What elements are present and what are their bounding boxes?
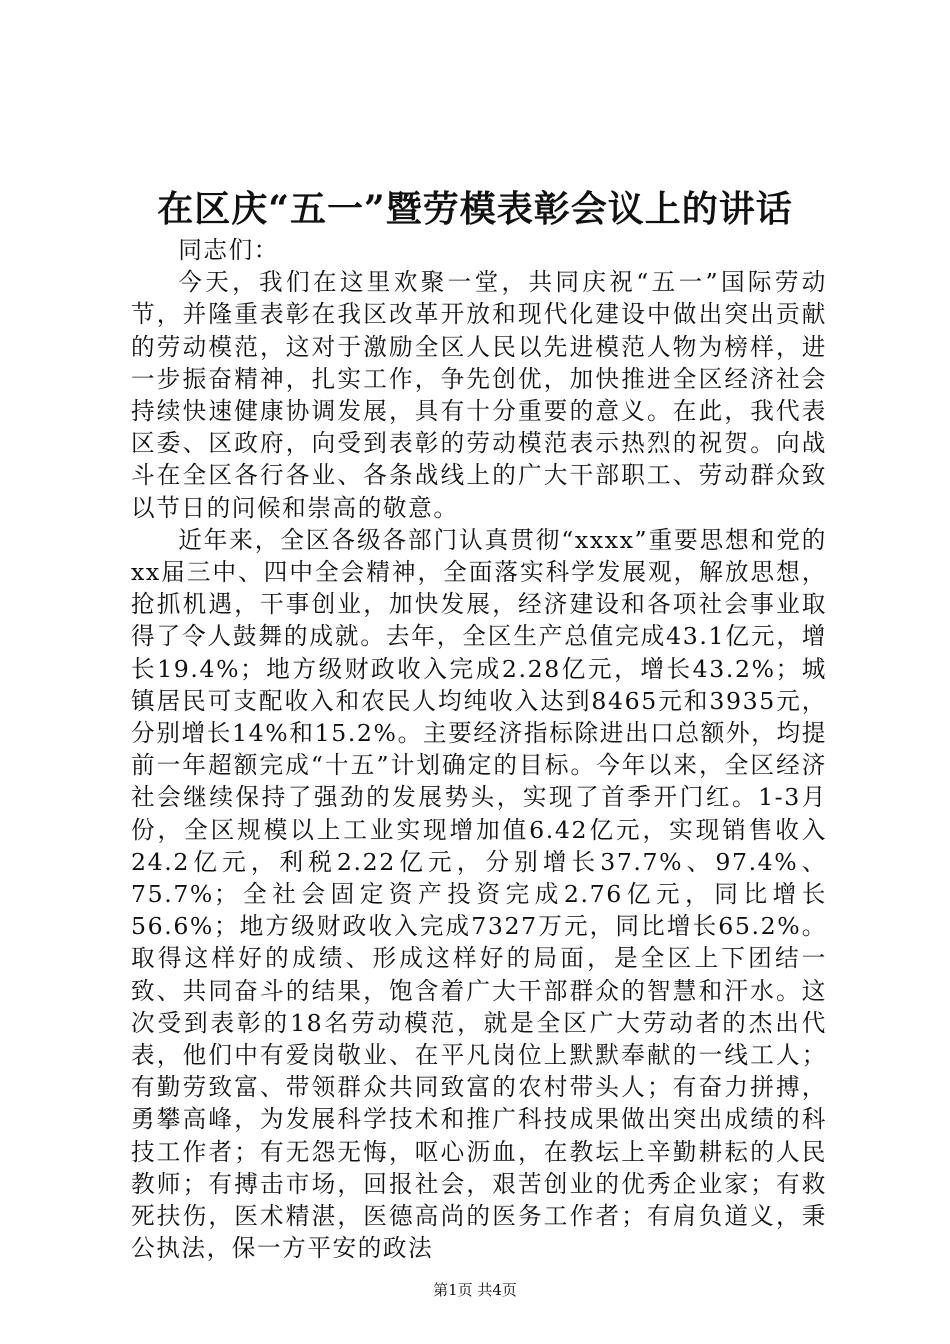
paragraph-1: 今天，我们在这里欢聚一堂，共同庆祝“五一”国际劳动节，并隆重表彰在我区改革开放和现代化建设中做出突出贡献的劳动模范，这对于激励全区人民以先进模范人物为榜样，进一步振奋精神，扎实工作，争先创优，加快推进全区经济社会持续快速健康协调发展，具有十分重要的意义。在此，我代表区委、区政府，向受到表彰的劳动模范表示热烈的祝贺。向战斗在全区各行各业、各条战线上的广大干部职工、劳动群众致以节日的问候和崇高的敬意。 xyxy=(131,268,827,522)
document-title: 在区庆“五一”暨劳模表彰会议上的讲话 xyxy=(157,188,793,230)
document-body xyxy=(131,234,827,1265)
salutation: 同志们： xyxy=(178,236,279,264)
page-number-footer: 第1页 共4页 xyxy=(433,1281,517,1299)
paragraph-2: 近年来，全区各级各部门认真贯彻“xxxx”重要思想和党的xx届三中、四中全会精神，全面落实科学发展观，解放思想，抢抓机遇，干事创业，加快发展，经济建设和各项社会事业取得了令人鼓舞的成就。去年，全区生产总值完成43.1亿元，增长19.4%；地方级财政收入完成2.28亿元，增长43.2%；城镇居民可支配收入和农民人均纯收入达到8465元和3935元，分别增长14%和15.2%。主要经济指标除进出口总额外，均提前一年超额完成“十五”计划确定的目标。今年以来，全区经济社会继续保持了强劲的发展势头，实现了首季开门红。1-3月份，全区规模以上工业实现增加值6.42亿元，实现销售收入24.2亿元，利税2.22亿元，分别增长37.7%、97.4%、75.7%；全社会固定资产投资完成2.76亿元，同比增长56.6%；地方级财政收入完成7327万元，同比增长65.2%。取得这样好的成绩、形成这样好的局面，是全区上下团结一致、共同奋斗的结果，饱含着广大干部群众的智慧和汗水。这次受到表彰的18名劳动模范，就是全区广大劳动者的杰出代表，他们中有爱岗敬业、在平凡岗位上默默奉献的一线工人；有勤劳致富、带领群众共同致富的农村带头人；有奋力拼搏，勇攀高峰，为发展科学技术和推广科技成果做出突出成绩的科技工作者；有无怨无悔，呕心沥血，在教坛上辛勤耕耘的人民教师；有搏击市场，回报社会，艰苦创业的优秀企业家；有救死扶伤，医术精湛，医德高尚的医务工作者；有肩负道义，秉公执法，保一方平安的政法 xyxy=(131,525,827,1263)
